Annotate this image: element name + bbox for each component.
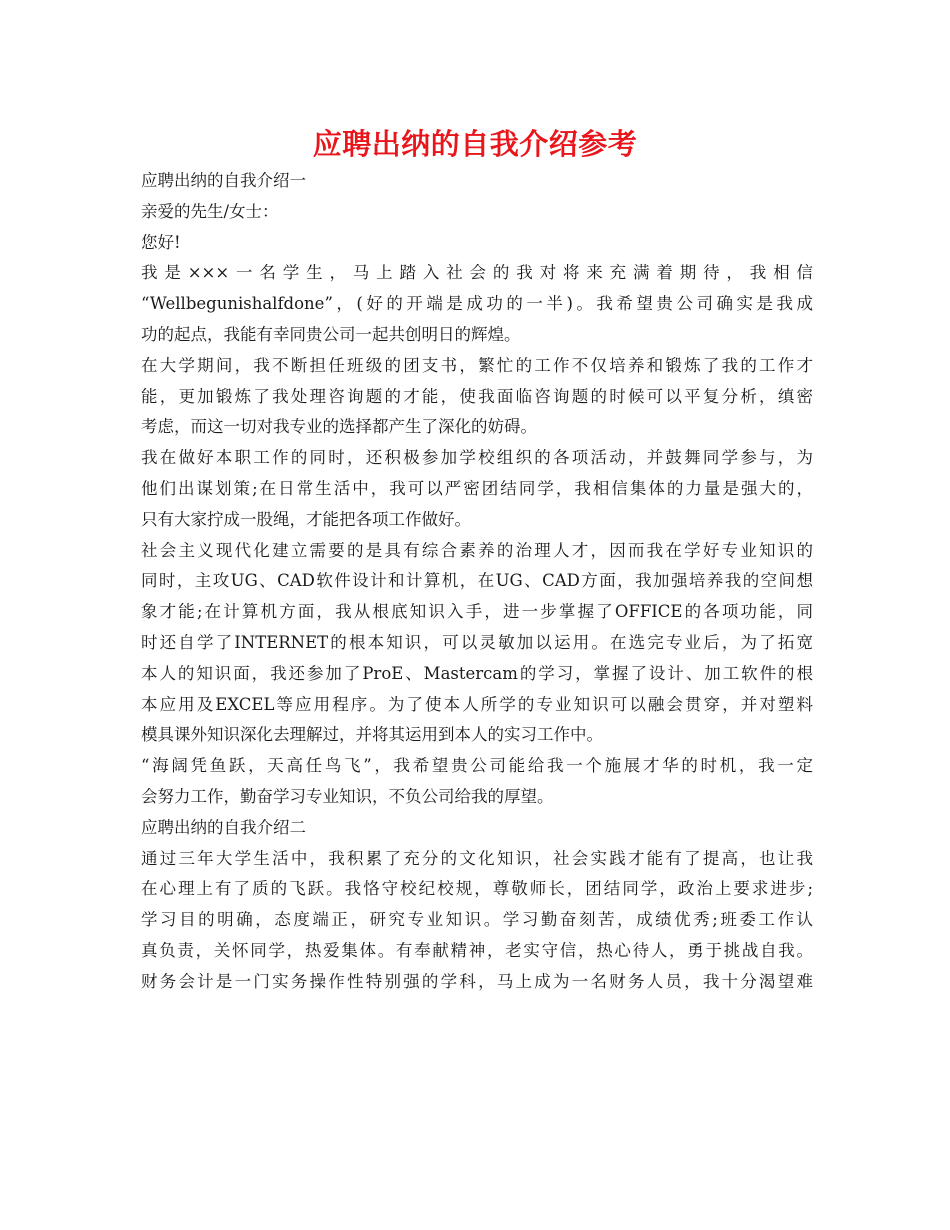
paragraph-line: 学习目的明确，态度端正，研究专业知识。学习勤奋刻苦，成绩优秀;班委工作认 xyxy=(141,910,813,930)
paragraph-line: 本人的知识面，我还参加了ProE、Mastercam的学习，掌握了设计、加工软件的根 xyxy=(141,663,813,683)
paragraph-line: 考虑，而这一切对我专业的选择都产生了深化的妨碍。 xyxy=(141,417,537,437)
paragraph-line: 我在做好本职工作的同时，还积极参加学校组织的各项活动，并鼓舞同学参与，为 xyxy=(141,448,813,468)
heading-intro-two: 应聘出纳的自我介绍二 xyxy=(141,817,306,837)
paragraph-line: 时还自学了INTERNET的根本知识，可以灵敏加以运用。在选完专业后，为了拓宽 xyxy=(141,632,813,652)
heading-intro-one: 应聘出纳的自我介绍一 xyxy=(141,171,306,190)
greeting-line: 您好! xyxy=(141,232,181,252)
paragraph-line: 通过三年大学生活中，我积累了充分的文化知识，社会实践才能有了提高，也让我 xyxy=(141,848,813,868)
paragraph-line: 财务会计是一门实务操作性特别强的学科，马上成为一名财务人员，我十分渴望难 xyxy=(141,971,813,991)
paragraph-line: 同时，主攻UG、CAD软件设计和计算机，在UG、CAD方面，我加强培养我的空间想 xyxy=(141,571,813,591)
paragraph-line: 在大学期间，我不断担任班级的团支书，繁忙的工作不仅培养和锻炼了我的工作才 xyxy=(141,355,813,375)
paragraph-line: 只有大家拧成一股绳，才能把各项工作做好。 xyxy=(141,509,471,529)
paragraph-line: 我是×××一名学生，马上踏入社会的我对将来充满着期待，我相信 xyxy=(141,263,813,283)
paragraph-line: 真负责，关怀同学，热爱集体。有奉献精神，老实守信，热心待人，勇于挑战自我。 xyxy=(141,940,813,960)
paragraph-line: 功的起点，我能有幸同贵公司一起共创明日的辉煌。 xyxy=(141,324,521,344)
paragraph-line: 能，更加锻炼了我处理咨询题的才能，使我面临咨询题的时候可以平复分析，缜密 xyxy=(141,386,813,406)
paragraph-line: 他们出谋划策;在日常生活中，我可以严密团结同学，我相信集体的力量是强大的， xyxy=(141,478,813,498)
document-body xyxy=(141,166,813,998)
document-title: 应聘出纳的自我介绍参考 xyxy=(312,127,638,161)
paragraph-line: 象才能;在计算机方面，我从根底知识入手，进一步掌握了OFFICE的各项功能，同 xyxy=(141,602,813,622)
salutation-line: 亲爱的先生/女士： xyxy=(141,201,279,221)
paragraph-line: “海阔凭鱼跃，天高任鸟飞”，我希望贵公司能给我一个施展才华的时机，我一定 xyxy=(141,756,813,776)
paragraph-line: “Wellbegunishalfdone”，(好的开端是成功的一半)。我希望贵公司确实是我成 xyxy=(141,294,813,314)
paragraph-line: 在心理上有了质的飞跃。我恪守校纪校规，尊敬师长，团结同学，政治上要求进步; xyxy=(141,879,813,899)
paragraph-line: 本应用及EXCEL等应用程序。为了使本人所学的专业知识可以融会贯穿，并对塑料 xyxy=(141,694,813,714)
paragraph-line: 模具课外知识深化去理解过，并将其运用到本人的实习工作中。 xyxy=(141,725,603,745)
paragraph-line: 会努力工作，勤奋学习专业知识，不负公司给我的厚望。 xyxy=(141,786,554,806)
paragraph-line: 社会主义现代化建立需要的是具有综合素养的治理人才，因而我在学好专业知识的 xyxy=(141,540,813,560)
